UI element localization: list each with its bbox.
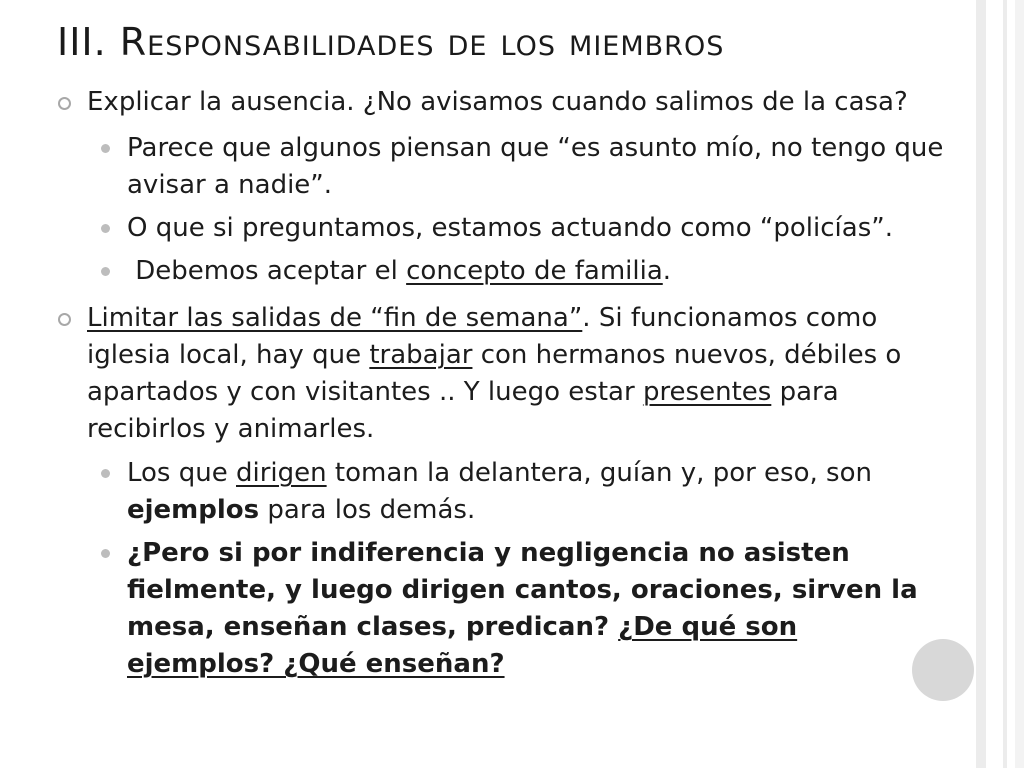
underlined-phrase: Limitar las salidas de “fin de semana” (87, 303, 583, 333)
bullet-text: toman la delantera, guían y, por eso, son (326, 458, 872, 488)
slide-title: III. Responsabilidades de los miembros (57, 20, 725, 64)
dot-bullet-icon (101, 267, 110, 276)
bullet-item-level1 (52, 84, 952, 121)
bold-phrase: ¿Pero si por indiferencia y negligencia no asisten fielmente, y luego dirigen cantos, oraciones, sirven la mesa, enseñan clases, predican? (127, 538, 918, 642)
dot-bullet-icon (101, 144, 110, 153)
underlined-phrase: presentes (642, 377, 772, 407)
bullet-item-level1 (52, 300, 952, 448)
bullet-text: con hermanos nuevos, débiles o apartados y con visitantes .. Y luego estar (87, 340, 902, 407)
decorative-rail (1003, 0, 1007, 768)
bullet-item-level2 (52, 130, 952, 204)
bullet-item-level2 (52, 455, 952, 529)
decorative-rail (1015, 0, 1024, 768)
ring-bullet-icon (58, 313, 71, 326)
bullet-text: O que si preguntamos, estamos actuando como “policías”. (127, 213, 893, 243)
underlined-phrase: dirigen (236, 458, 327, 488)
dot-bullet-icon (101, 549, 110, 558)
underlined-phrase: trabajar (369, 340, 473, 370)
bullet-list (52, 84, 952, 689)
bullet-item-level2 (52, 535, 952, 683)
bullet-text: . Si funcionamos como iglesia local, hay que (87, 303, 878, 370)
dot-bullet-icon (101, 469, 110, 478)
underlined-bold-phrase: ¿De qué son ejemplos? ¿Qué enseñan? (127, 612, 798, 679)
ring-bullet-icon (58, 97, 71, 110)
underlined-phrase: concepto de familia (406, 256, 663, 286)
bullet-item-level2 (52, 210, 952, 247)
decorative-rail (976, 0, 986, 768)
bullet-text: Debemos aceptar el (127, 256, 407, 286)
bullet-text: Los que (127, 458, 236, 488)
bullet-text: para los demás. (259, 495, 476, 525)
bullet-item-level2 (52, 253, 952, 290)
dot-bullet-icon (101, 224, 110, 233)
bullet-text: Parece que algunos piensan que “es asunto mío, no tengo que avisar a nadie”. (127, 133, 944, 200)
bullet-text: . (662, 256, 672, 286)
bullet-text: para recibirlos y animarles. (87, 377, 839, 444)
bold-phrase: ejemplos (127, 495, 260, 525)
bullet-text: Explicar la ausencia. ¿No avisamos cuando salimos de la casa? (87, 87, 908, 117)
